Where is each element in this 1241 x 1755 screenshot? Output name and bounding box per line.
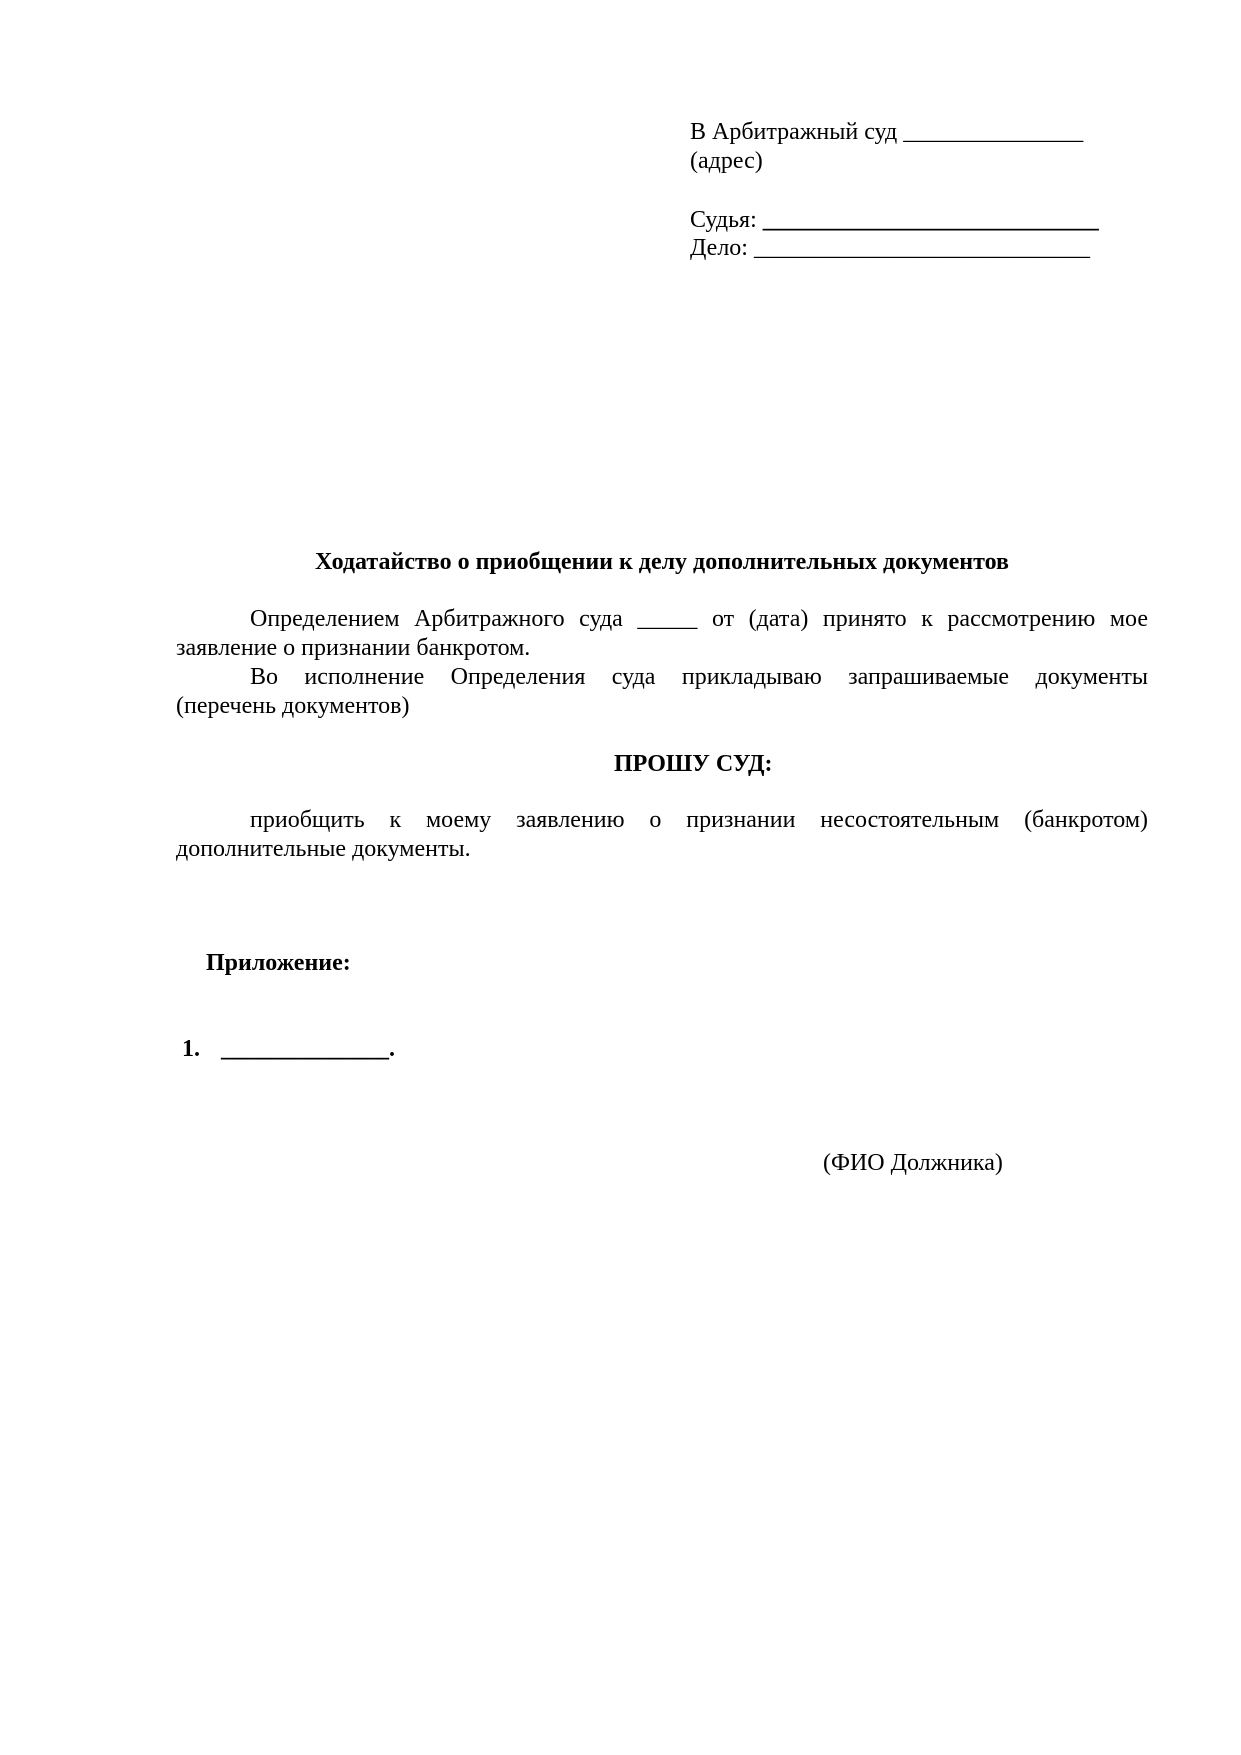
judge-label: Судья:	[690, 207, 763, 233]
paragraph-2-line-2: (перечень документов)	[176, 693, 410, 719]
paragraph-1-line-2: заявление о признании банкротом.	[176, 635, 531, 661]
appendix-item-number: 1.	[182, 1036, 200, 1062]
request-line-1: приобщить к моему заявлению о признании несостоятельным (банкротом)	[250, 807, 1148, 833]
signature-label: (ФИО Должника)	[823, 1150, 1003, 1176]
case-line: Дело: ____________________________	[690, 235, 1090, 261]
paragraph-1-line-1: Определением Арбитражного суда _____ от (дата) принято к рассмотрению мое	[250, 606, 1148, 632]
address-line: (адрес)	[690, 148, 763, 174]
appendix-heading: Приложение:	[206, 950, 351, 976]
request-line-2: дополнительные документы.	[176, 836, 471, 862]
judge-line	[690, 206, 1099, 235]
judge-blank: ____________________________	[762, 207, 1099, 233]
request-heading: ПРОШУ СУД:	[614, 751, 773, 777]
paragraph-2-line-1: Во исполнение Определения суда прикладываю запрашиваемые документы	[250, 664, 1148, 690]
appendix-item	[182, 1035, 395, 1064]
appendix-item-text: ______________.	[221, 1036, 395, 1062]
court-line: В Арбитражный суд _______________	[690, 119, 1084, 145]
document-title: Ходатайство о приобщении к делу дополнительных документов	[315, 549, 1009, 575]
